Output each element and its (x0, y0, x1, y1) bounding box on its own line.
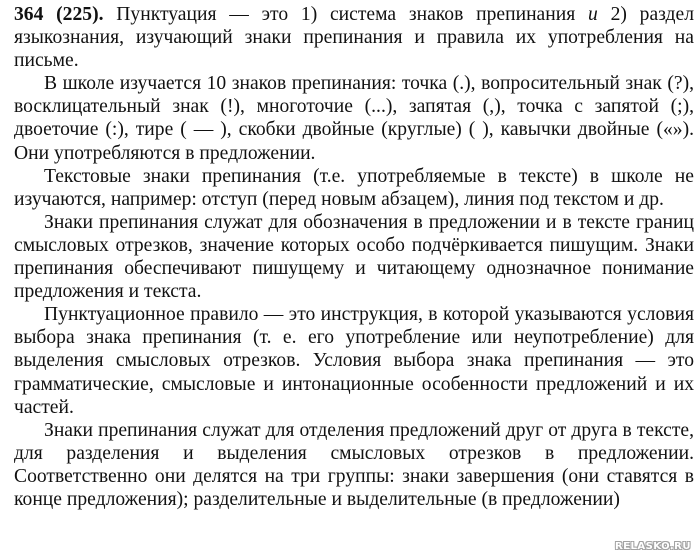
site-watermark: RELASKO.RU (614, 541, 691, 552)
paragraph-marks-groups: Знаки препинания служат для отделения предложений друг от друга в тексте, для разделения и выделения смысловых отрезков в предложении. Соответственно они делятся на три группы: знаки завершения (они ставятся в конце предложения); разделительные и выделительные (в предложении) (14, 419, 694, 510)
definition-conjunction: и (588, 4, 598, 25)
paragraph-text-marks: Текстовые знаки препинания (т.е. употребляемые в тексте) в школе не изучаются, например: отступ (перед новым абзацем), линия под текстом и др. (14, 165, 694, 210)
definition-part-1: Пунктуация — это 1) система знаков препинания (103, 4, 588, 25)
paragraph-punctuation-marks-list: В школе изучается 10 знаков препинания: точка (.), вопросительный знак (?), восклицательный знак (!), многоточие (...), запятая (,), точка с запятой (;), двоеточие (:), тире ( — ), скобки двойные (круглые) ( ), кавычки двойные («»). Они употребляются в предложении. (14, 73, 694, 164)
paragraph-marks-purpose: Знаки препинания служат для обозначения в предложении и в тексте границ смысловых отрезков, значение которых особо подчёркивается пишущим. Знаки препинания обеспечивают пишущему и читающему однозначное понимание предложения и текста. (14, 211, 694, 303)
exercise-heading-paragraph (14, 3, 694, 72)
exercise-number: 364 (225). (14, 4, 104, 25)
definition-part-2: 2) раздел языкознания, изучающий знаки препинания и правила их употребления на письме. (14, 4, 694, 72)
paragraph-punctuation-rule: Пунктуационное правило — это инструкция, в которой указываются условия выбора знака препинания (т. е. его употребление или неупотребление) для выделения смысловых отрезков. Условия выбора знака препинания — это грамматические, смысловые и интонационные особенности предложений и их частей. (14, 304, 694, 418)
exercise-text (14, 3, 694, 511)
